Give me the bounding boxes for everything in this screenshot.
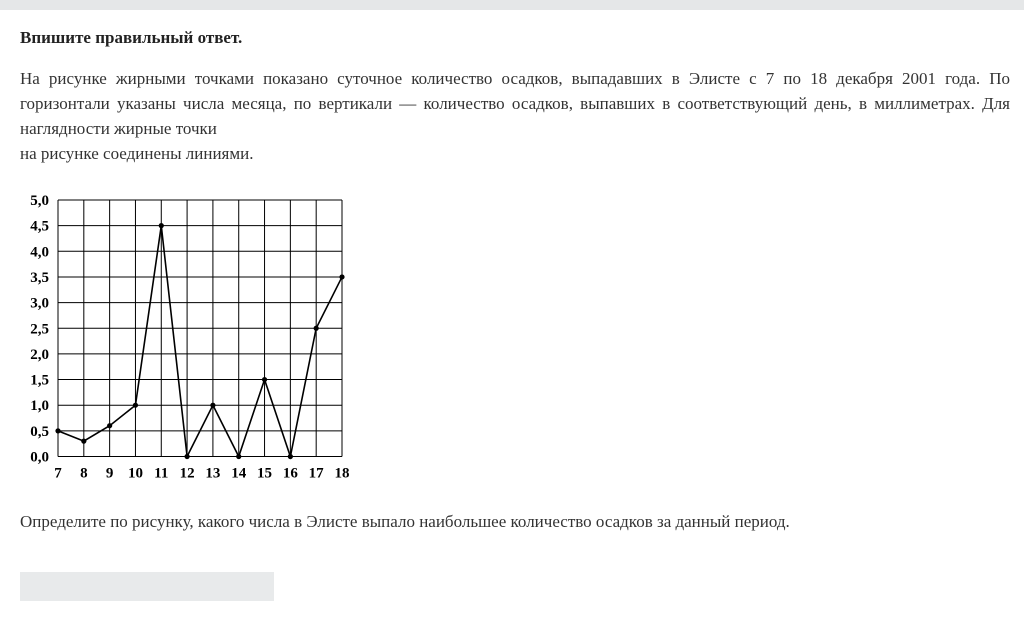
data-point [314,326,319,331]
y-tick-label: 4,5 [30,218,49,235]
data-point [184,454,189,459]
y-tick-label: 1,5 [30,372,49,389]
y-tick-label: 4,0 [30,244,49,261]
question-text: Определите по рисунку, какого числа в Элисте выпало наибольшее количество осадков за данный период. [20,512,790,531]
y-axis-ticks [30,193,49,466]
x-tick-label: 13 [205,465,221,482]
y-tick-label: 3,5 [30,269,49,286]
y-tick-label: 3,0 [30,295,49,312]
data-point [107,423,112,428]
problem-text [20,66,1010,166]
data-point [288,454,293,459]
y-tick-label: 1,0 [30,398,49,415]
x-tick-label: 10 [127,465,143,482]
top-bar [0,0,1024,10]
x-tick-label: 9 [105,465,114,482]
x-tick-label: 11 [154,465,169,482]
x-tick-label: 14 [231,465,247,482]
answer-input[interactable] [20,572,274,601]
x-tick-label: 15 [257,465,273,482]
x-tick-label: 8 [80,465,88,482]
y-tick-label: 2,0 [30,346,49,363]
y-tick-label: 0,0 [30,449,49,466]
task-instruction: Впишите правильный ответ. [20,28,243,47]
data-point [339,274,344,279]
x-tick-label: 16 [282,465,298,482]
chart-series-line [58,226,342,457]
data-point [210,403,215,408]
precipitation-chart [0,180,380,500]
x-axis-ticks [54,466,349,482]
data-point [133,403,138,408]
series-line [58,226,342,457]
x-tick-label: 17 [308,465,324,482]
y-tick-label: 0,5 [30,423,49,440]
chart-grid [58,200,342,457]
chart-points [55,223,344,459]
x-tick-label: 18 [334,465,350,482]
data-point [55,428,60,433]
data-point [81,439,86,444]
data-point [159,223,164,228]
data-point [236,454,241,459]
data-point [262,377,267,382]
problem-paragraph-continued: на рисунке соединены линиями. [20,144,254,163]
x-tick-label: 12 [179,465,195,482]
x-tick-label: 7 [54,465,62,482]
problem-paragraph: На рисунке жирными точками показано суточное количество осадков, выпадавших в Элисте с 7 по 18 декабря 2001 года. По горизонтали указаны числа месяца, по вертикали — количество осадков, выпавших в соответствующий день, в миллиметрах. Для наглядности жирные точки [20,69,1010,138]
y-tick-label: 5,0 [30,193,49,209]
y-tick-label: 2,5 [30,321,49,338]
